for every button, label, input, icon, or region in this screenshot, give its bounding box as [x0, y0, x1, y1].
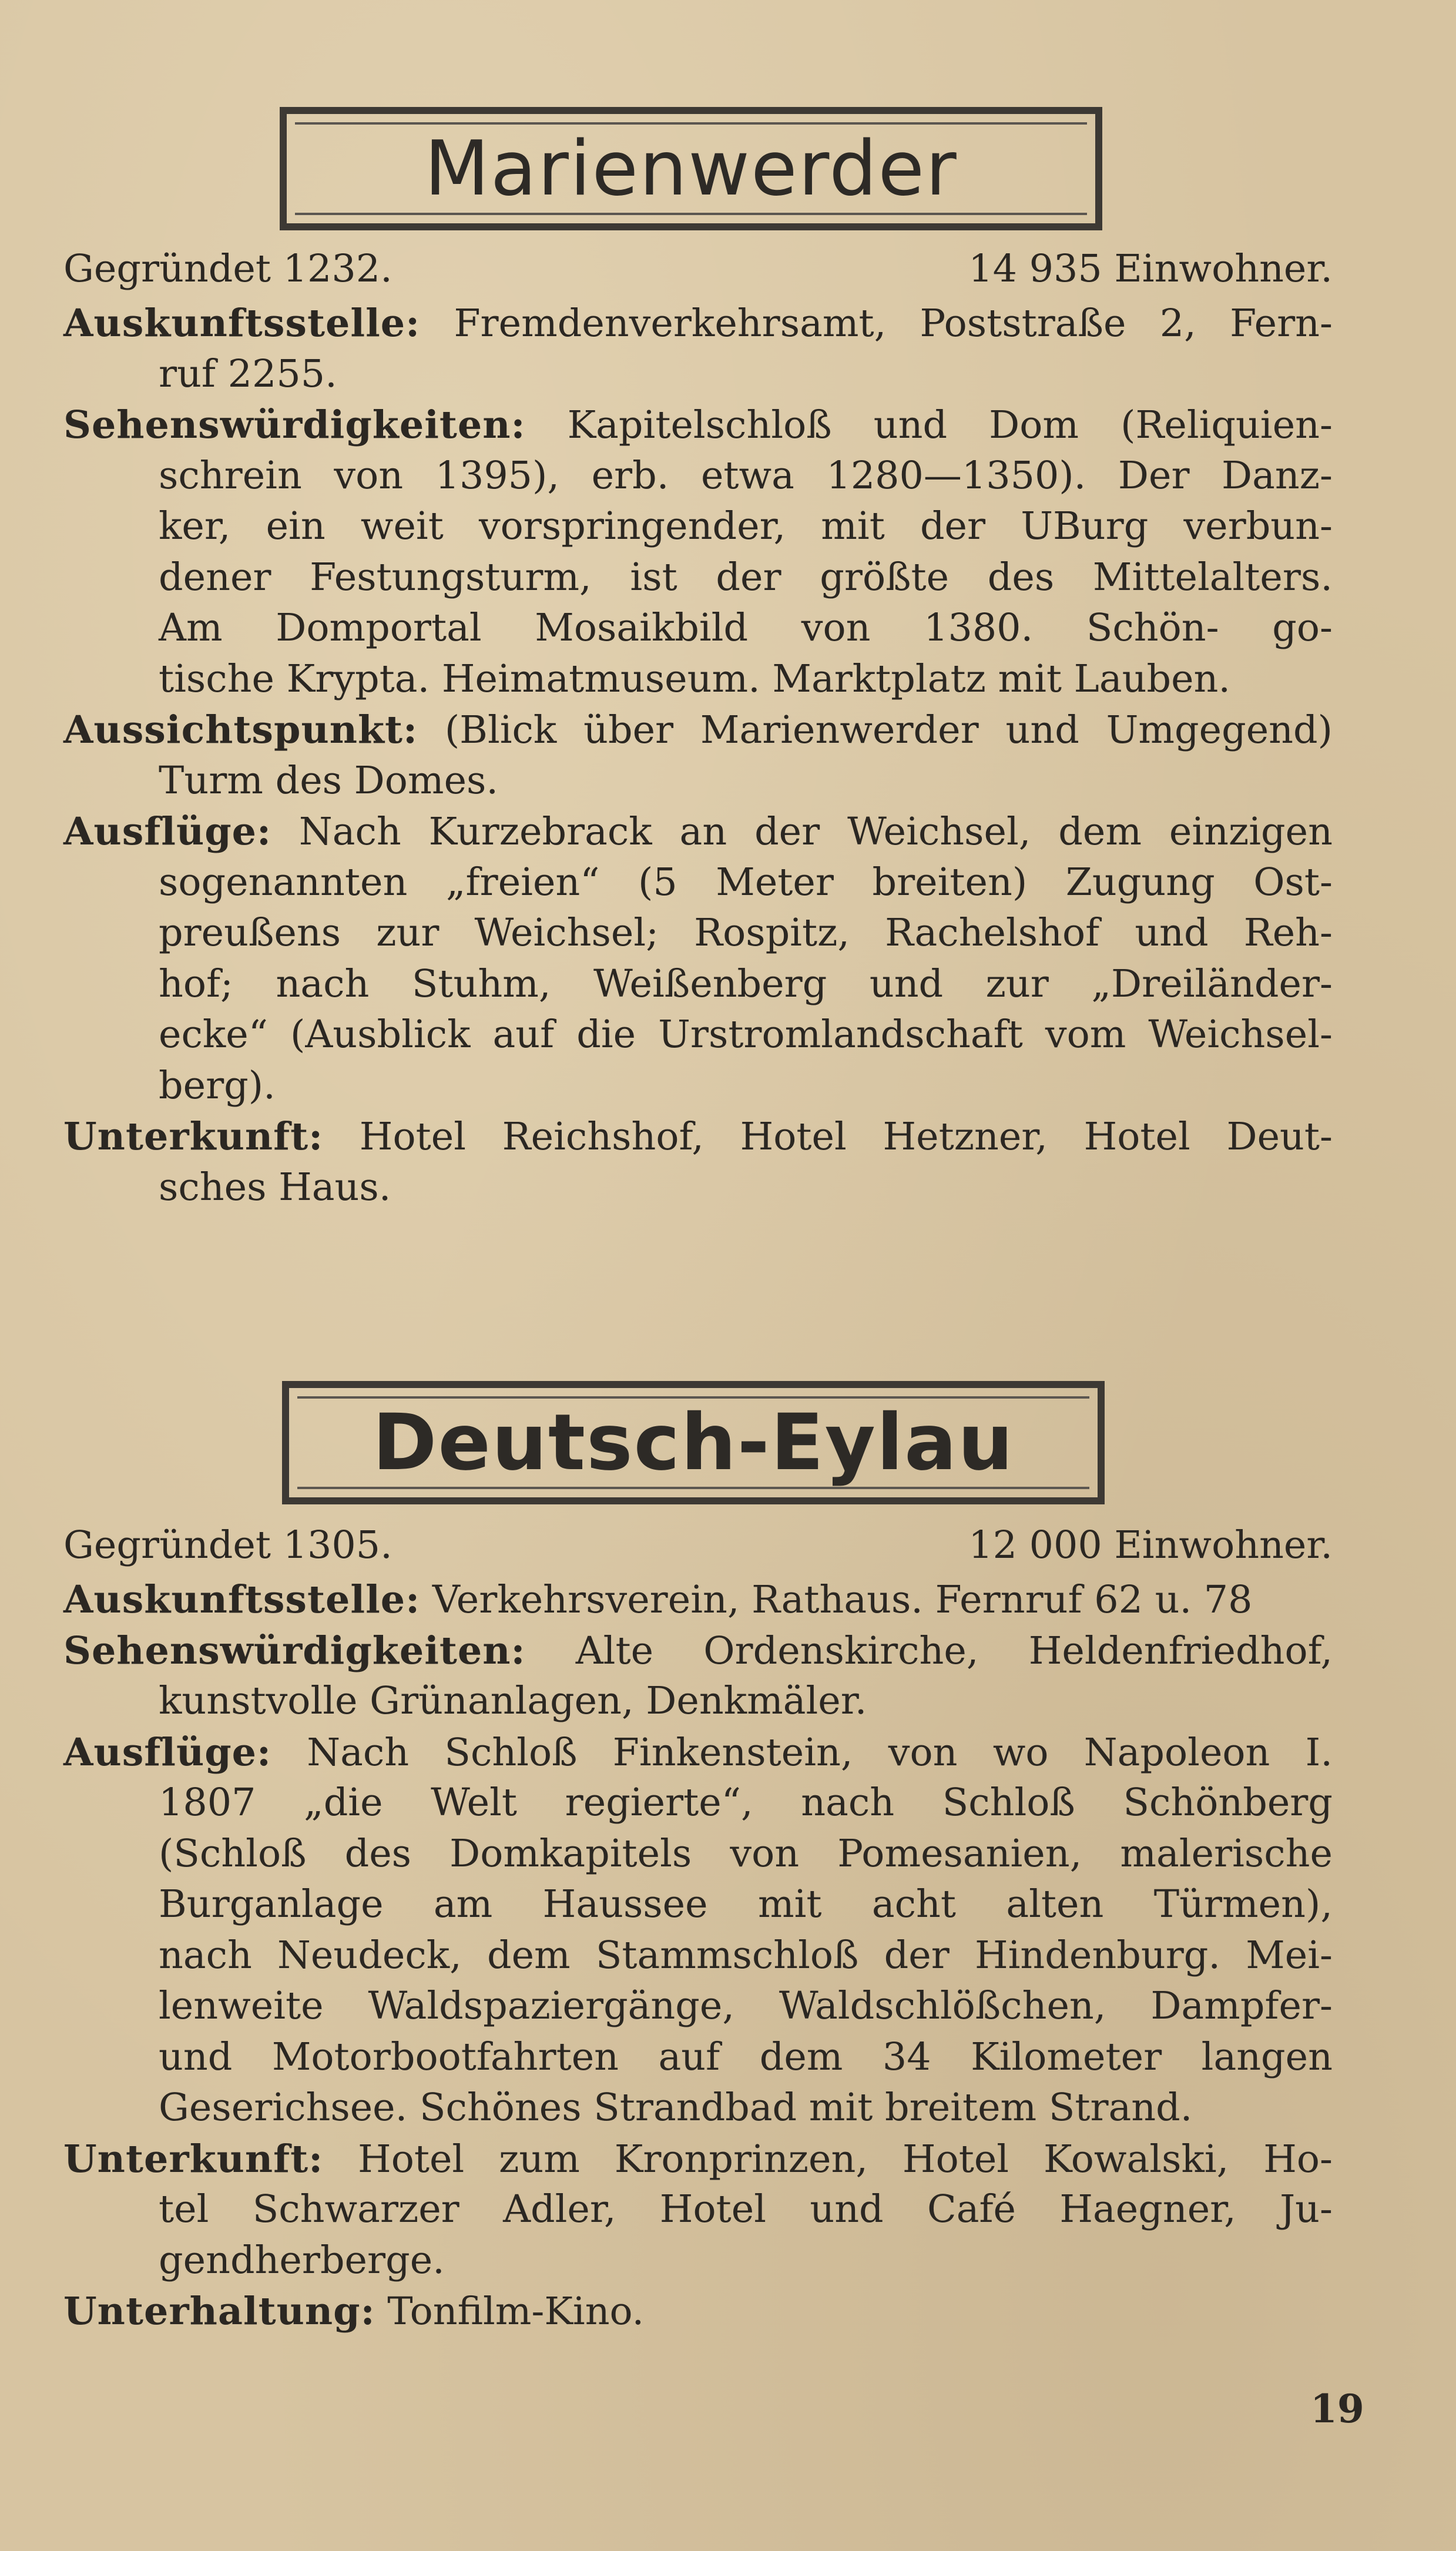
text-line — [159, 1875, 1333, 1934]
section-title-box — [282, 1381, 1105, 1504]
text-line — [159, 599, 1333, 658]
section-title-box — [280, 107, 1102, 230]
entry-text: Am Domportal Mosaikbild von 1380. Schön- go- — [159, 606, 1333, 650]
entry-text: Hotel zum Kronprinzen, Hotel Kowalski, Ho- — [358, 2137, 1333, 2181]
entry-text: preußens zur Weichsel; Rospitz, Rachelshof und Reh- — [159, 911, 1333, 955]
entry-text: Kapitelschloß und Dom (Reliquien- — [567, 403, 1333, 447]
text-line — [63, 395, 1333, 454]
entry-label: Sehenswürdigkeiten: — [63, 1628, 526, 1673]
entry-text: hof; nach Stuhm, Weißenberg und zur „Dreiländer- — [159, 961, 1333, 1006]
text-line — [63, 802, 1333, 861]
entry-text: sogenannten „freien“ (5 Meter breiten) Zugung Ost- — [159, 860, 1333, 904]
entry-text: Nach Kurzebrack an der Weichsel, dem einzigen — [298, 810, 1333, 854]
entry-text: tische Krypta. Heimatmuseum. Marktplatz mit Lauben. — [159, 656, 1231, 701]
entry-text: kunstvolle Grünanlagen, Denkmäler. — [159, 1679, 867, 1723]
entry-label: Auskunftsstelle: — [63, 301, 421, 346]
entry-text: Turm des Domes. — [159, 758, 499, 803]
founded-row — [63, 1516, 1333, 1575]
entry-text: Hotel Reichshof, Hotel Hetzner, Hotel Deut- — [359, 1115, 1333, 1159]
entry-label: Ausflüge: — [63, 1729, 271, 1775]
founded-row — [63, 240, 1333, 299]
entry-text: Tonfilm-Kino. — [387, 2289, 645, 2334]
entry-text: Burganlage am Haussee mit acht alten Türmen), — [159, 1882, 1333, 1926]
text-line — [159, 1926, 1333, 1985]
entry-label: Ausflüge: — [63, 809, 271, 854]
text-line — [63, 294, 1333, 353]
text-line — [159, 752, 1333, 810]
entry-text: ker, ein weit vorspringender, mit der UBurg verbun- — [159, 504, 1333, 548]
entry-text: tel Schwarzer Adler, Hotel und Café Haegner, Ju- — [159, 2187, 1333, 2231]
text-line — [159, 548, 1333, 607]
entry-label: Unterkunft: — [63, 2136, 324, 2181]
entry-label: Sehenswürdigkeiten: — [63, 403, 526, 447]
entry-text: schrein von 1395), erb. etwa 1280—1350). Der Danz- — [159, 453, 1333, 498]
text-line — [159, 1005, 1333, 1064]
text-line — [159, 1825, 1333, 1883]
entry-label: Auskunftsstelle: — [63, 1577, 421, 1622]
population: 12 000 Einwohner. — [968, 1523, 1333, 1567]
founded-year: Gegründet 1232. — [63, 247, 392, 291]
entry-text: Nach Schloß Finkenstein, von wo Napoleon I. — [307, 1730, 1333, 1775]
entry-text: gendherberge. — [159, 2238, 445, 2282]
text-line — [159, 1672, 1333, 1731]
text-line — [63, 700, 1333, 759]
text-line — [159, 2180, 1333, 2239]
entry-text: ecke“ (Ausblick auf die Urstromlandschaft vom Weichsel- — [159, 1013, 1333, 1057]
entry-label: Unterkunft: — [63, 1114, 324, 1159]
section-title: Marienwerder — [424, 125, 958, 213]
section-title: Deutsch-Eylau — [372, 1397, 1015, 1488]
text-line — [159, 2028, 1333, 2087]
text-line — [159, 955, 1333, 1014]
entry-text: nach Neudeck, dem Stammschloß der Hindenburg. Mei- — [159, 1933, 1333, 1977]
page-number: 19 — [1310, 2386, 1364, 2432]
population: 14 935 Einwohner. — [968, 247, 1333, 291]
entry-text: ruf 2255. — [159, 351, 337, 396]
entry-label: Unterhaltung: — [63, 2289, 375, 2334]
text-line — [159, 904, 1333, 963]
entry-label: Aussichtspunkt: — [63, 708, 418, 752]
text-line — [159, 650, 1333, 709]
entry-text: und Motorbootfahrten auf dem 34 Kilometer langen — [159, 2034, 1333, 2079]
entry-text: Fremdenverkehrsamt, Poststraße 2, Fern- — [454, 301, 1333, 346]
text-line — [159, 1977, 1333, 2036]
text-line — [63, 1570, 1333, 1629]
entry-text: dener Festungsturm, ist der größte des Mittelalters. — [159, 555, 1333, 599]
text-line — [63, 2130, 1333, 2188]
founded-year: Gegründet 1305. — [63, 1523, 392, 1567]
text-line — [159, 447, 1333, 505]
text-line — [159, 2231, 1333, 2290]
text-line — [63, 1621, 1333, 1680]
text-line — [159, 1774, 1333, 1832]
text-line — [63, 1107, 1333, 1166]
text-line — [159, 1057, 1333, 1115]
entry-text: sches Haus. — [159, 1165, 391, 1209]
text-line — [159, 1158, 1333, 1217]
entry-text: (Schloß des Domkapitels von Pomesanien, malerische — [159, 1831, 1333, 1876]
entry-text: Geserichsee. Schönes Strandbad mit breitem Strand. — [159, 2086, 1193, 2130]
text-line — [63, 1723, 1333, 1782]
entry-text: 1807 „die Welt regierte“, nach Schloß Schönberg — [159, 1781, 1333, 1825]
entry-text: lenweite Waldspaziergänge, Waldschlößchen, Dampfer- — [159, 1984, 1333, 2028]
entry-text: Alte Ordenskirche, Heldenfriedhof, — [575, 1628, 1333, 1673]
text-line — [159, 853, 1333, 912]
entry-text: Verkehrsverein, Rathaus. Fernruf 62 u. 78 — [432, 1578, 1253, 1622]
text-line — [63, 2282, 1333, 2341]
entry-text: berg). — [159, 1063, 276, 1108]
text-line — [159, 2079, 1333, 2137]
entry-text: (Blick über Marienwerder und Umgegend) — [444, 708, 1333, 752]
text-line — [159, 345, 1333, 404]
text-line — [159, 497, 1333, 556]
